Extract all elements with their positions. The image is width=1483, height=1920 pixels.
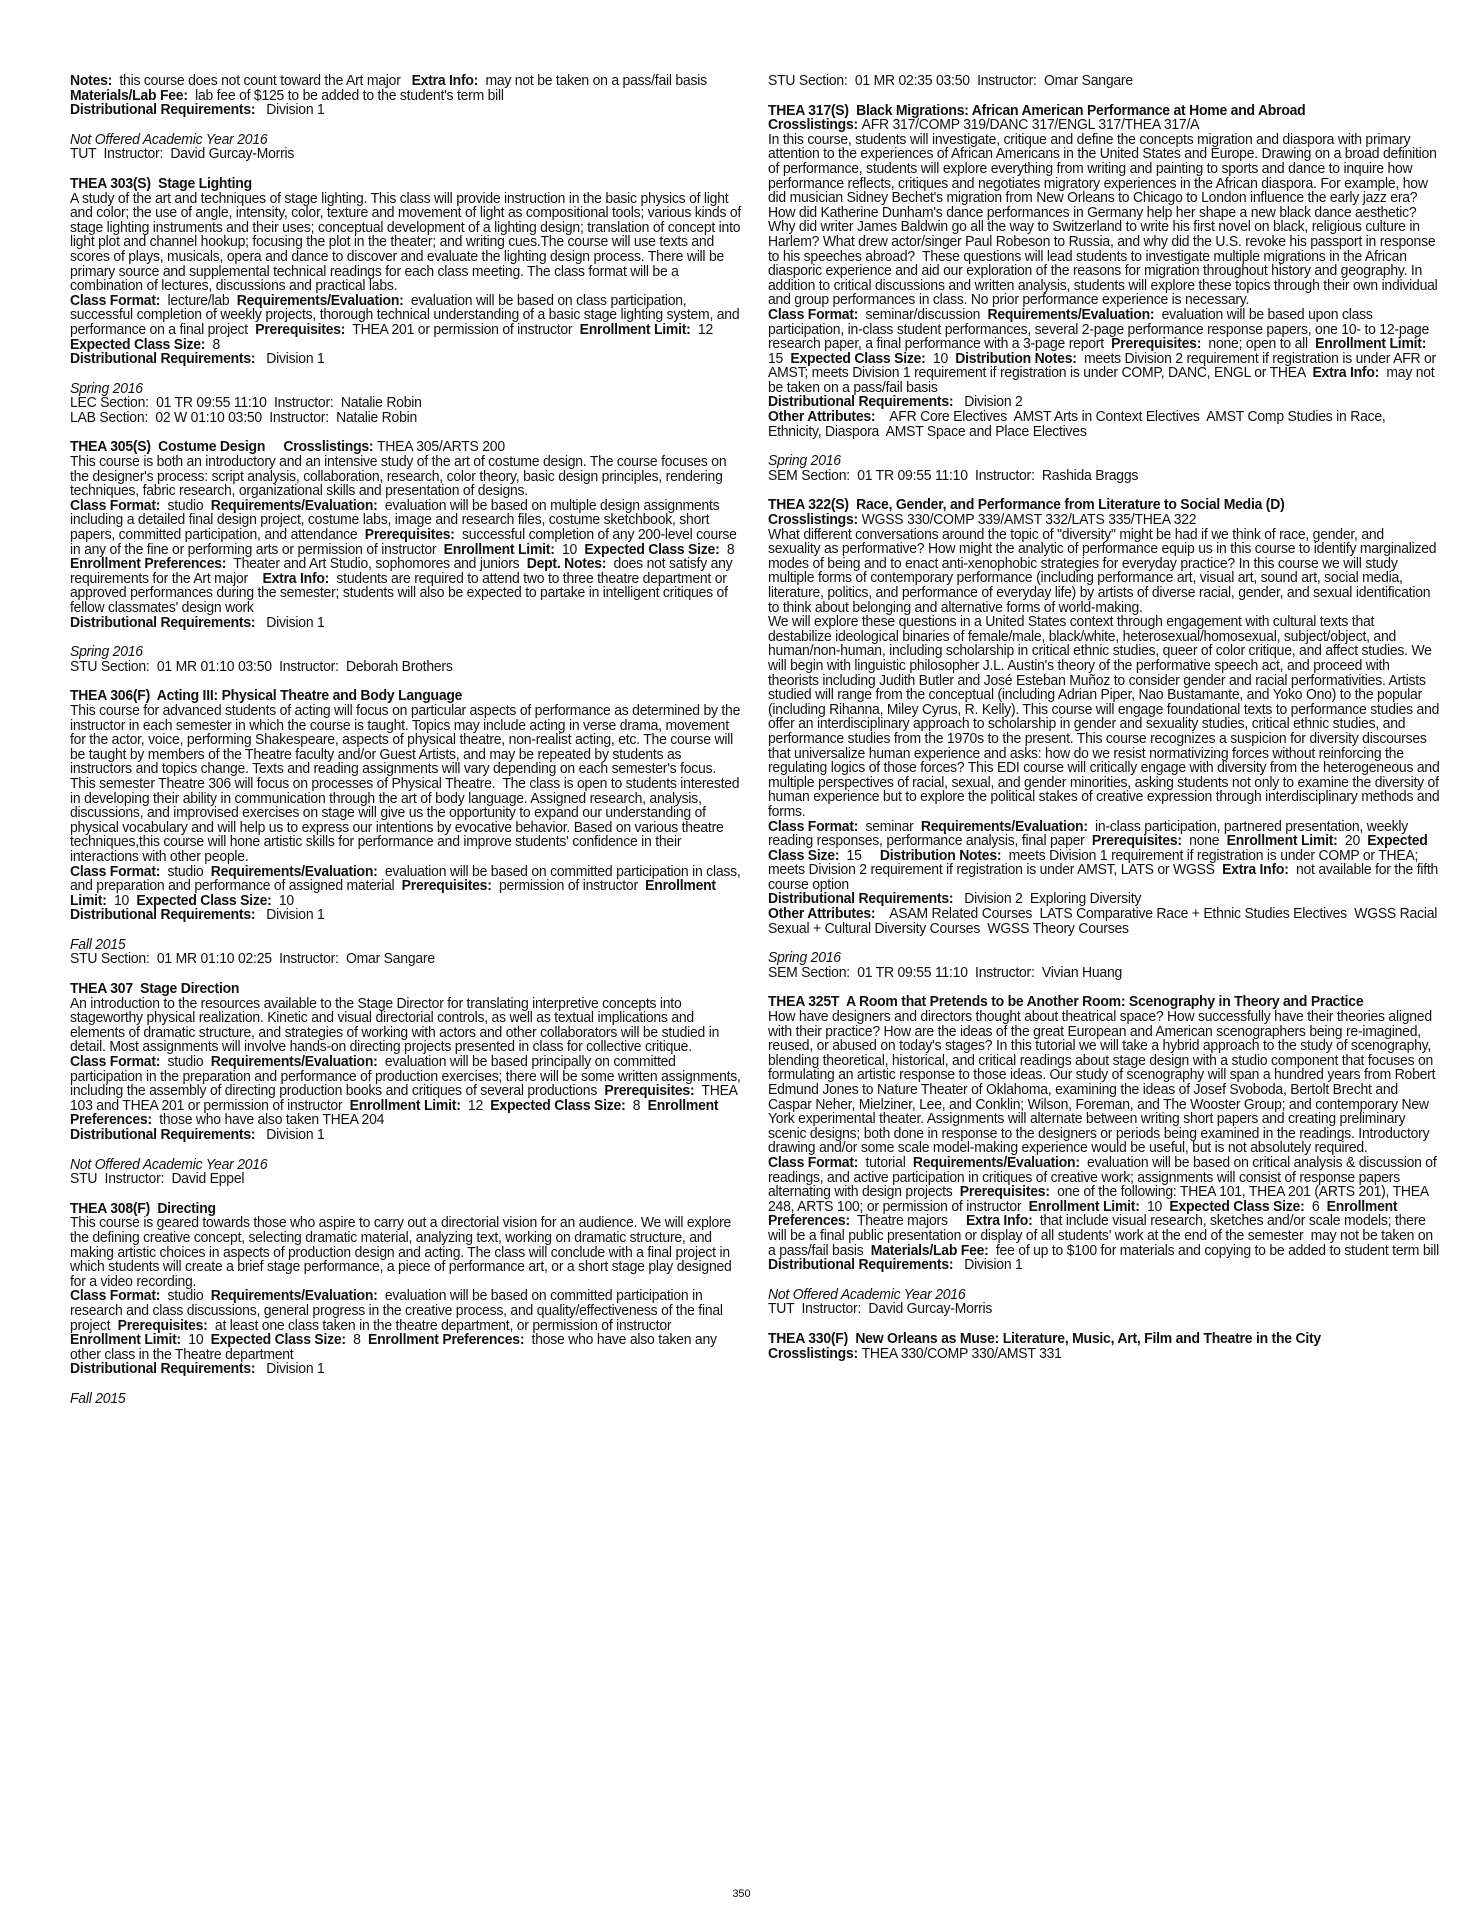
bold-label: Other Attributes:: [768, 905, 876, 923]
bold-label: Enrollment Limit:: [579, 320, 691, 338]
bold-label: THEA 303(S) Stage Lighting: [70, 174, 252, 192]
bold-label: THEA 322(S) Race, Gender, and Performance from Literature to Social Media (D): [768, 496, 1285, 514]
italic-text: Not Offered Academic Year 2016: [70, 130, 268, 148]
bold-label: Expected Class Size:: [136, 891, 272, 909]
course-description: [768, 525, 1440, 616]
body-text: 6: [1304, 1197, 1327, 1215]
bold-label: Enrollment Preferences:: [768, 1197, 1402, 1230]
course-details: [768, 1153, 1441, 1259]
distributional-requirements: [70, 613, 742, 631]
body-text: evaluation will be based upon class participation, in-class student performances, several 2-page performance response papers, one 10- to 12-page research paper, a final performance with a 3-page report: [768, 305, 1433, 353]
bold-label: Materials/Lab Fee:: [870, 1241, 989, 1259]
body-text: STU Section: 01 MR 02:35 03:50 Instructor: Omar Sangare: [768, 72, 1133, 89]
body-text: A study of the art and techniques of stage lighting. This class will provide instruction in the basic physics of light and color; the use of angle, intensity, color, texture and movement of light as compositional tools; various kinds of stage lighting instruments and their uses; conceptual development of a lighting design; translation of concept into light plot and channel hookup; focusing the plot in the theater; and writing cues.The course will use texts and scores of plays, musicals, opera and dance to discover and evaluate the lighting design process. There will be primary source and supplemental technical readings for each class meeting. The class format will be a combination of lectures, discussions and practical labs.: [70, 189, 745, 295]
italic-text: Spring 2016: [768, 452, 841, 470]
body-text: SEM Section: 01 TR 09:55 11:10 Instructor: Vivian Huang: [768, 963, 1123, 981]
bold-label: Distributional Requirements:: [70, 613, 256, 631]
bold-label: THEA 305(S) Costume Design Crosslistings:: [70, 438, 378, 456]
bold-label: Distributional Requirements:: [70, 1126, 256, 1143]
body-text: WGSS 330/COMP 339/AMST 332/LATS 335/THEA 322: [861, 511, 1197, 529]
body-text: this course does not count toward the Art major: [112, 72, 412, 89]
body-text: Division 1: [255, 613, 325, 631]
body-text: Division 2: [953, 393, 1023, 411]
distributional-requirements: [70, 352, 742, 367]
body-text: may not be taken on a pass/fail basis: [768, 364, 1439, 396]
distributional-requirements: [70, 1128, 742, 1143]
body-text: What different conversations around the topic of "diversity" might be had if we think of race, gender, and sexuality as performative? How might the analytic of performance equip us in this course to identify marginalized modes of being and to enact anti-xenophobic strategies for everyday practice? In this course we will study multiple forms of contemporary performance (including performance art, visual art, sound art, social media, literature, politics, and performance of everyday life) by artists of diverse racial, gender, and sexual identification to think about belonging and alternative forms of world-making.: [768, 525, 1440, 616]
body-text: 12: [690, 320, 721, 338]
body-text: This course for advanced students of acting will focus on particular aspects of performance as determined by the instructor in each semester in which the course is taught. Topics may include acting in verse drama, movement for the actor, voice, performing Shakespeare, aspects of physical theatre, non-realist acting, etc. The course will be taught by members of the Theatre faculty and/or Guest Artists, and may be repeated by students as instructors and topics change. Texts and reading assignments will vary depending on each semester's focus.: [70, 701, 744, 778]
bold-label: Extra Info:: [1222, 861, 1289, 879]
body-text: SEM Section: 01 TR 09:55 11:10 Instructor: Rashida Braggs: [768, 466, 1139, 484]
body-text: seminar: [858, 817, 921, 835]
page-number: 350: [732, 1888, 751, 1900]
bold-label: Enrollment Limit:: [70, 877, 720, 909]
section-line: [70, 147, 742, 162]
body-text: may not be taken on a pass/fail basis: [478, 72, 718, 89]
distributional-requirements: [70, 103, 742, 118]
bold-label: Requirements/Evaluation:: [920, 817, 1088, 835]
bold-label: Class Format:: [768, 305, 859, 323]
body-text: STU Section: 01 MR 01:10 02:25 Instructor: Omar Sangare: [70, 950, 435, 968]
bold-label: Prerequisites:: [1111, 335, 1202, 353]
body-text: 8: [719, 540, 742, 558]
bold-label: Materials/Lab Fee:: [70, 86, 188, 104]
bold-label: THEA 308(F) Directing: [70, 1199, 216, 1217]
distributional-requirements: [70, 1362, 742, 1377]
bold-label: Enrollment Limit:: [1226, 832, 1338, 850]
body-text: 8: [625, 1096, 648, 1114]
bold-label: Notes:: [70, 72, 113, 89]
bold-label: Enrollment Preferences:: [70, 1096, 723, 1129]
body-text: successful completion of any 200-level course in any of the fine or performing arts or permission of instructor: [70, 526, 741, 558]
notes-paragraph: [70, 74, 742, 103]
body-text: 8: [345, 1331, 369, 1349]
body-text: studio: [160, 496, 211, 514]
bold-label: Expected Class Size:: [768, 832, 1432, 864]
italic-text: Not Offered Academic Year 2016: [70, 1155, 268, 1173]
body-text: Theater and Art Studio, sophomores and juniors: [226, 555, 527, 573]
course-description: [70, 189, 745, 295]
body-text: STU Instructor: David Eppel: [70, 1170, 245, 1188]
body-text: 10: [925, 349, 956, 367]
course-details: [70, 1053, 745, 1129]
body-text: TUT Instructor: David Gurcay-Morris: [768, 1300, 993, 1318]
bold-label: Distributional Requirements:: [768, 1256, 954, 1274]
bold-label: Crosslistings:: [768, 116, 862, 134]
body-text: that include visual research, sketches and/or scale models; there will be a final public presentation or display of all students' work at the end of the semester may not be taken on a pass/fail basis: [768, 1212, 1437, 1259]
bold-label: Class Format:: [70, 862, 161, 880]
body-text: does not satisfy any requirements for the Art major: [70, 555, 737, 587]
course-description: [70, 455, 742, 499]
body-text: studio: [160, 1053, 211, 1071]
body-text: Division 1: [255, 1126, 325, 1143]
body-text: one of the following: THEA 101, THEA 201 (ARTS 201), THEA 248, ARTS 100; or permission of instructor: [768, 1183, 1432, 1215]
bold-label: Distributional Requirements:: [70, 101, 256, 119]
section-line: [768, 1302, 1440, 1317]
body-text: Division 1: [255, 906, 325, 924]
body-text: 15: [768, 335, 1434, 367]
body-text: meets Division 1 requirement if registration is under COMP or THEA; meets Division 2 requirement if registration is under AMST, LATS or WGSS: [768, 846, 1422, 879]
body-text: none: [1181, 832, 1227, 850]
bold-label: Enrollment Limit:: [70, 1331, 181, 1349]
course-details: [768, 305, 1440, 396]
body-text: AFR 317/COMP 319/DANC 317/ENGL 317/THEA 317/A: [861, 116, 1200, 134]
course-description: [768, 130, 1442, 309]
bold-label: Expected Class Size:: [210, 1331, 346, 1349]
bold-label: Prerequisites:: [255, 320, 346, 338]
bold-label: Extra Info:: [965, 1212, 1033, 1230]
section-line: [70, 952, 742, 967]
bold-label: Distribution Notes:: [879, 846, 1002, 864]
bold-label: Prerequisites:: [364, 526, 455, 544]
distributional-requirements: [768, 1258, 1440, 1273]
bold-label: Enrollment Limit:: [443, 540, 555, 558]
bold-label: Requirements/Evaluation:: [912, 1153, 1080, 1171]
italic-text: Spring 2016: [70, 379, 143, 397]
body-text: THEA 330/COMP 330/AMST 331: [861, 1344, 1062, 1362]
body-text: An introduction to the resources available to the Stage Director for translating interpretive concepts into stageworthy physical realization. Kinetic and visual directorial controls, as well as textual implications and elements of dramatic structure, and strategies of working with actors and other collaborators will be studied in detail. Most assignments will involve hands-on directing projects presented in class for collective critique.: [70, 994, 723, 1056]
bold-label: Dept. Notes:: [526, 555, 607, 573]
body-text: evaluation will be based on committed participation in research and class discussions, general progress in the creative process, and quality/effectiveness of the final project: [70, 1287, 727, 1334]
body-text: evaluation will be based on committed participation in class, and preparation and performance of assigned material: [70, 862, 745, 895]
body-text: LAB Section: 02 W 01:10 03:50 Instructor: Natalie Robin: [70, 408, 418, 426]
body-text: none; open to all: [1201, 335, 1316, 353]
body-text: meets Division 2 requirement if registration is under AFR or AMST; meets Division 1 requirement if registration is under COMP, DANC, ENGL or THEA: [768, 349, 1439, 382]
bold-label: Requirements/Evaluation:: [210, 1053, 378, 1071]
body-text: fee of up to $100 for materials and copying to be added to student term bill: [988, 1241, 1440, 1259]
course-description: [70, 701, 744, 778]
bold-label: Class Format:: [70, 1287, 161, 1305]
body-text: lecture/lab: [160, 291, 237, 309]
italic-text: Spring 2016: [768, 949, 841, 967]
section-line: [70, 657, 742, 675]
body-text: How have designers and directors thought about theatrical space? How successfully have their theories aligned with their practice? How are the ideas of the great European and American scenographers being re-imagined, reused, or abused on today's stages? In this tutorial we will take a hybrid approach to the study of scenography, blending theoretical, historical, and critical readings about stage design with a studio component that focuses on formulating an artistic response to those ideas. Our study of scenography will span a hundred years from Robert Edmund Jones to Nature Theater of Oklahoma, examining the ideas of Josef Svoboda, Bertolt Brecht and Caspar Neher, Mielziner, Lee, and Conklin; Wilson, Foreman, and The Wooster Group; and contemporary New York experimental theater. Assignments will alternate between writing short papers and creating preliminary scenic designs; both done in response to the designers or periods being examined in the readings. Introductory drawing and/or some scale model-making experience would be useful, but is not absolutely required.: [768, 1008, 1439, 1157]
body-text: students are required to attend two to three theatre department or approved performances during the semester; students will also be expected to partake in intelligent critiques of fellow classmates' design work: [70, 569, 732, 616]
body-text: lab fee of $125 to be added to the student's term bill: [187, 86, 504, 104]
body-text: Division 1: [255, 350, 325, 368]
bold-label: Prerequisites:: [604, 1082, 695, 1100]
term-label: [70, 1389, 742, 1407]
course-details: [70, 862, 745, 909]
body-text: evaluation will be based principally on committed participation in the preparation and performance of production exercises; there will be some written assignments, including the assembly of directing production books and critiques of several productions: [70, 1053, 745, 1100]
body-text: in-class participation, partnered presentation, weekly reading responses, performance analysis, final paper: [768, 817, 1412, 850]
body-text: This course is geared towards those who aspire to carry out a directorial vision for an audience. We will explore the defining creative concept, selecting dramatic material, analyzing text, working on dramatic structure, and making artistic choices in aspects of production design and acting. The class will conclude with a final project in which students will create a brief stage performance, a piece of performance art, or a short stage play designed for a video recording.: [70, 1214, 736, 1290]
bold-label: Expected Class Size:: [490, 1096, 626, 1114]
body-text: evaluation will be based on multiple design assignments including a detailed final design project, costume labs, image and research files, costume sketchbook, short papers, committed participation, and attendance: [70, 496, 724, 544]
course-description: [70, 994, 742, 1056]
bold-label: Enrollment Limit:: [349, 1096, 461, 1114]
bold-label: THEA 306(F) Acting III: Physical Theatre and Body Language: [70, 687, 463, 705]
body-text: We will explore these questions in a United States context through engagement with cultural texts that destabilize ideological binaries of female/male, black/white, heterosexual/homosexual, subject/object, and human/non-human, including scholarship in critical ethnic studies, queer of color critique, and affect studies. We will begin with linguistic philosopher J.L. Austin's theory of the performative speech act, and proceed with theorists including Judith Butler and José Esteban Muñoz to consider gender and racial performativities. Artists studied will range from the conceptual (including Adrian Piper, Nao Bustamante, and Yoko Ono) to the popular (including Rihanna, Miley Cyrus, R. Kelly). This course will engage foundational texts to performance studies and offer an interdisciplinary approach to scholarship in gender and sexuality studies, critical ethnic studies, and performance studies from the 1970s to the present. This course recognizes a suspicion for diversity discourses that universalize human experience and asks: how do we resist normativizing forces without reinforcing the regulating logics of those forces? This EDI course will critically engage with diversity from the heterogeneous and multiple perspectives of racial, sexual, and gender minorities, asking students not only to examine the diversity of human experience but to explore the political stakes of creative expression through interdisciplinary methods and forms.: [768, 613, 1444, 820]
body-text: those who have also taken THEA 204: [151, 1111, 385, 1129]
bold-label: Requirements/Evaluation:: [210, 1287, 378, 1305]
body-text: 10: [106, 891, 137, 909]
body-text: tutorial: [858, 1153, 913, 1171]
bold-label: Class Format:: [768, 817, 859, 835]
course-details: [70, 496, 742, 616]
course-description: [768, 613, 1444, 820]
bold-label: Other Attributes:: [768, 408, 876, 426]
body-text: 8: [205, 335, 221, 353]
bold-label: Distributional Requirements:: [70, 350, 256, 368]
course-listing-block: [768, 72, 1444, 1362]
section-line: [768, 466, 1440, 484]
bold-label: Distributional Requirements:: [768, 890, 954, 908]
bold-label: Class Format:: [70, 291, 161, 309]
bold-label: Distribution Notes:: [955, 349, 1077, 367]
body-text: TUT Instructor: David Gurcay-Morris: [70, 145, 295, 163]
bold-label: Distributional Requirements:: [70, 1360, 256, 1378]
body-text: those who have also taken any other class in the Theatre department: [70, 1331, 721, 1363]
other-attributes: [768, 907, 1440, 936]
bold-label: Prerequisites:: [1091, 832, 1182, 850]
body-text: at least one class taken in the theatre department, or permission of instructor: [207, 1316, 679, 1334]
body-text: evaluation will be based on class participation, successful completion of weekly projects, thorough technical understanding of a basic stage lighting system, and performance on a final project: [70, 291, 744, 338]
bold-label: Enrollment Limit:: [1315, 335, 1427, 353]
body-text: 10: [271, 891, 294, 909]
italic-text: Fall 2015: [70, 935, 126, 953]
bold-label: Requirements/Evaluation:: [987, 305, 1155, 323]
bold-label: THEA 317(S) Black Migrations: African American Performance at Home and Abroad: [768, 101, 1306, 119]
body-text: STU Section: 01 MR 01:10 03:50 Instructor: Deborah Brothers: [70, 657, 453, 675]
bold-label: Enrollment Limit:: [1028, 1197, 1140, 1215]
body-text: studio: [160, 1287, 211, 1305]
body-text: permission of instructor: [491, 877, 646, 895]
body-text: Division 2 Exploring Diversity: [953, 890, 1142, 908]
body-text: THEA 201 or permission of instructor: [345, 320, 580, 338]
bold-label: Requirements/Evaluation:: [210, 862, 378, 880]
body-text: seminar/discussion: [858, 305, 988, 323]
body-text: Theatre majors: [849, 1212, 966, 1230]
section-line: [768, 963, 1440, 981]
bold-label: Extra Info:: [262, 569, 330, 587]
bold-label: Crosslistings:: [768, 511, 862, 529]
body-text: evaluation will be based on critical analysis & discussion of readings, and active participation in critiques of creative work; assignments will consist of response papers alternating with design projects: [768, 1153, 1441, 1201]
italic-text: Spring 2016: [70, 643, 143, 661]
left-column: [70, 72, 745, 1407]
body-text: THEA 305/ARTS 200: [377, 438, 505, 456]
other-attributes: [768, 410, 1440, 439]
bold-label: Distributional Requirements:: [70, 906, 256, 924]
bold-label: Requirements/Evaluation:: [210, 496, 378, 514]
italic-text: Not Offered Academic Year 2016: [768, 1285, 966, 1303]
body-text: not available for the fifth course option: [768, 861, 1442, 893]
bold-label: THEA 325T A Room that Pretends to be Another Room: Scenography in Theory and Practice: [768, 993, 1364, 1011]
course-description: [768, 1010, 1440, 1156]
bold-label: Requirements/Evaluation:: [236, 291, 404, 309]
course-description: [70, 774, 744, 865]
bold-label: Prerequisites:: [117, 1316, 208, 1334]
right-column: [768, 72, 1444, 1362]
bold-label: Expected Class Size:: [790, 349, 926, 367]
body-text: 10: [1139, 1197, 1170, 1215]
body-text: studio: [160, 862, 211, 880]
body-text: This course is both an introductory and an intensive study of the art of costume design. The course focuses on the designer's process: script analysis, collaboration, research, color theory, basic design principles, rendering techniques, fabric research, organizational skills and presentation of designs.: [70, 453, 731, 500]
bold-label: Extra Info:: [411, 72, 479, 89]
body-text: This semester Theatre 306 will focus on processes of Physical Theatre. The class is open to students interested in developing their ability in communication through the art of body language. Assigned research, analysis, discussions, and improvised exercises on stage will give us the opportunity to expand our understanding of physical vocabulary and will help us to express our intentions by evocative behavior. Based on various theatre techniques,this course will hone artistic skills for performance and improve students' confidence in their interactions with other people.: [70, 774, 744, 865]
course-details: [70, 291, 744, 353]
bold-label: Enrollment Preferences:: [368, 1331, 525, 1349]
body-text: 10: [180, 1331, 211, 1349]
bold-label: THEA 307 Stage Direction: [70, 980, 240, 998]
bold-label: Distributional Requirements:: [768, 393, 954, 411]
body-text: ASAM Related Courses LATS Comparative Race + Ethnic Studies Electives WGSS Racial Sexual + Cultural Diversity Courses WGSS Theory Courses: [768, 905, 1441, 937]
body-text: Division 1: [953, 1256, 1023, 1274]
body-text: AFR Core Electives AMST Arts in Context Electives AMST Comp Studies in Race, Ethnicity, Diaspora AMST Space and Place Electives: [768, 408, 1390, 440]
body-text: 15: [839, 846, 880, 864]
body-text: 10: [554, 540, 585, 558]
bold-label: THEA 330(F) New Orleans as Muse: Literature, Music, Art, Film and Theatre in the City: [768, 1329, 1321, 1347]
section-line: [768, 74, 1440, 89]
italic-text: Fall 2015: [70, 1389, 126, 1407]
bold-label: Expected Class Size:: [584, 540, 720, 558]
bold-label: Class Format:: [70, 496, 161, 514]
bold-label: Prerequisites:: [959, 1183, 1050, 1201]
bold-label: Crosslistings:: [768, 1344, 862, 1362]
course-description: [70, 1216, 742, 1289]
body-text: In this course, students will investigate, critique and define the concepts migration and diaspora with primary attention to the experiences of African Americans in the United States and Europe. Drawing on a broad definition of performance, students will explore everything from writing and painting to sports and dance to inquire how performance reflects, critiques and negotiates migratory experiences in the African diaspora. For example, how did musician Sidney Bechet's migration from New Orleans to Chicago to London influence the early jazz era? How did Katherine Dunham's dance performances in Germany help her shape a new black dance aesthetic? Why did writer James Baldwin go all the way to Switzerland to write his first novel on black, religious culture in Harlem? What drew actor/singer Paul Robeson to Russia, and why did the U.S. revoke his passport in response to his speeches abroad? These questions will lead students to investigate multiple migrations in the African diasporic experience and aid our exploration of the reasons for migration throughout history and geography. In addition to critical discussions and written analysis, students will explore these topics through their own individual and group performances in class. No prior performance experience is necessary.: [768, 130, 1442, 309]
bold-label: Enrollment Preferences:: [70, 555, 227, 573]
course-details: [70, 1289, 742, 1362]
bold-label: Extra Info:: [1312, 364, 1380, 382]
body-text: 12: [460, 1096, 491, 1114]
body-text: 20: [1337, 832, 1368, 850]
bold-label: Class Format:: [70, 1053, 161, 1071]
bold-label: Class Format:: [768, 1153, 859, 1171]
bold-label: Expected Class Size:: [1169, 1197, 1305, 1215]
course-listing-block: [70, 72, 745, 1407]
course-details: [768, 817, 1442, 893]
body-text: THEA 103 and THEA 201 or permission of instructor: [70, 1082, 741, 1114]
section-line: [70, 1172, 742, 1187]
crosslistings: [768, 1344, 1440, 1362]
body-text: LEC Section: 01 TR 09:55 11:10 Instructor: Natalie Robin: [70, 394, 422, 412]
section-line: [70, 408, 742, 426]
bold-label: Prerequisites:: [401, 877, 492, 895]
body-text: Division 1: [255, 101, 325, 119]
bold-label: Expected Class Size:: [70, 335, 206, 353]
distributional-requirements: [70, 908, 742, 923]
body-text: Division 1: [255, 1360, 325, 1378]
